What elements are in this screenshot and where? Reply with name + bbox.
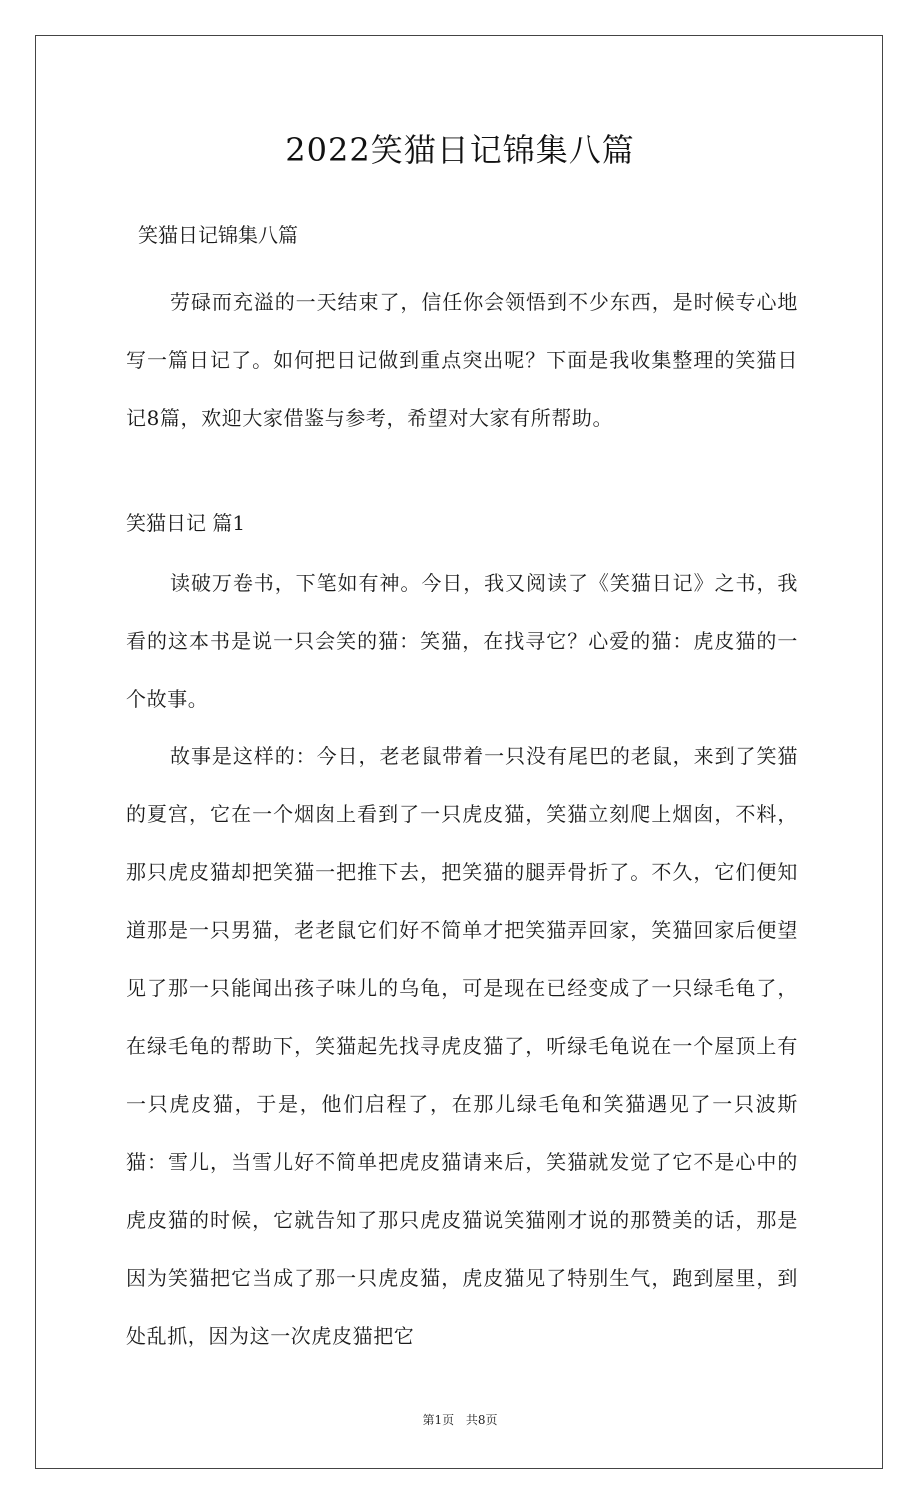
page-footer (0, 1411, 920, 1429)
page-number: 第1页 (422, 1413, 455, 1427)
body-paragraph: 读破万卷书，下笔如有神。今日，我又阅读了《笑猫日记》之书，我看的这本书是说一只会笑的猫：笑猫，在找寻它？心爱的猫：虎皮猫的一个故事。 (126, 571, 798, 711)
page-total: 共8页 (465, 1413, 498, 1427)
intro-paragraph: 劳碌而充溢的一天结束了，信任你会领悟到不少东西，是时候专心地写一篇日记了。如何把日记做到重点突出呢？下面是我收集整理的笑猫日记8篇，欢迎大家借鉴与参考，希望对大家有所帮助。 (126, 290, 798, 430)
section-heading: 笑猫日记 篇1 (126, 511, 246, 535)
body-paragraph: 故事是这样的：今日，老老鼠带着一只没有尾巴的老鼠，来到了笑猫的夏宫，它在一个烟囱上看到了一只虎皮猫，笑猫立刻爬上烟囱，不料，那只虎皮猫却把笑猫一把推下去，把笑猫的腿弄骨折了。不久，它们便知道那是一只男猫，老老鼠它们好不简单才把笑猫弄回家，笑猫回家后便望见了那一只能闻出孩子味儿的乌龟，可是现在已经变成了一只绿毛龟了，在绿毛龟的帮助下，笑猫起先找寻虎皮猫了，听绿毛龟说在一个屋顶上有一只虎皮猫，于是，他们启程了，在那儿绿毛龟和笑猫遇见了一只波斯猫：雪儿，当雪儿好不简单把虎皮猫请来后，笑猫就发觉了它不是心中的虎皮猫的时候，它就告知了那只虎皮猫说笑猫刚才说的那赞美的话，那是因为笑猫把它当成了那一只虎皮猫，虎皮猫见了特别生气，跑到屋里，到处乱抓，因为这一次虎皮猫把它 (126, 744, 798, 1348)
document-subtitle: 笑猫日记锦集八篇 (138, 223, 298, 247)
document-title: 2022笑猫日记锦集八篇 (285, 131, 635, 169)
